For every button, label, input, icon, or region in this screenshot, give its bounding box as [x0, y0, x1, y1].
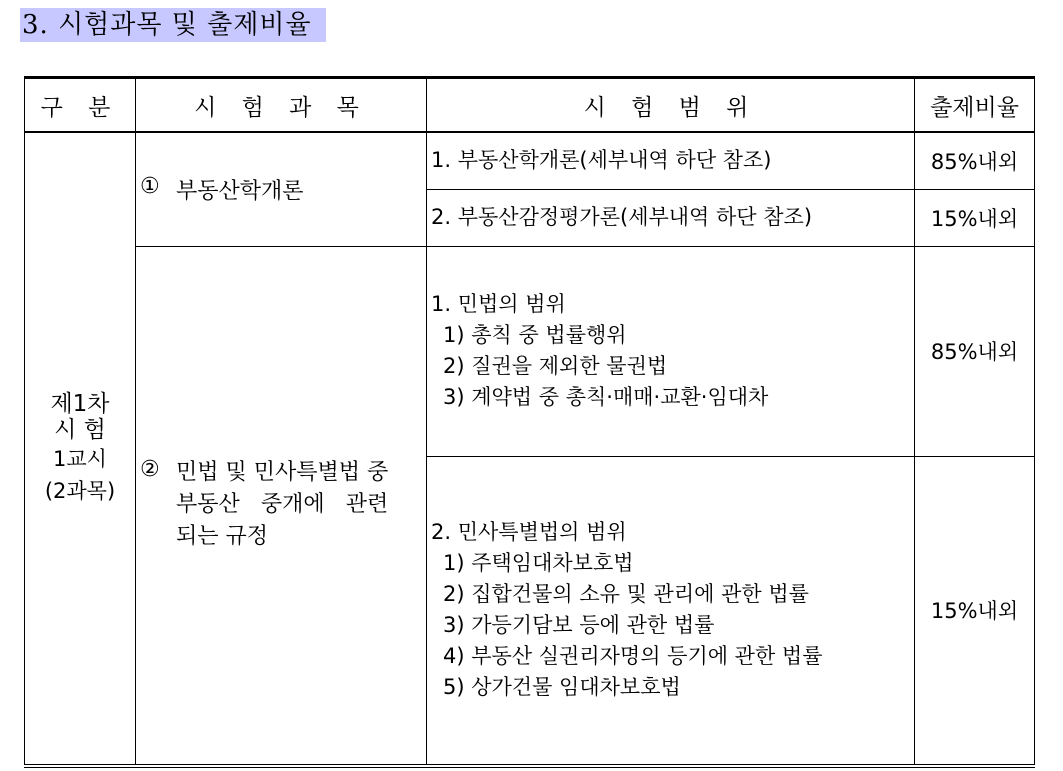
list-item: 4) 부동산 실권리자명의 등기에 관한 법률	[443, 644, 823, 669]
subject-1-number: ①	[140, 173, 160, 199]
table-row	[25, 132, 1035, 189]
division-line4: (2과목)	[44, 478, 116, 503]
list-item: 2) 질권을 제외한 물권법	[443, 354, 668, 378]
list-item: 1) 주택임대차보호법	[443, 551, 634, 576]
header-row	[25, 78, 1035, 133]
header-scope: 시 험 범 위	[427, 78, 915, 133]
scope-2-1	[427, 246, 915, 456]
scope-2-2	[427, 456, 915, 766]
scope-2-2-title: 2. 민사특별법의 범위	[431, 520, 627, 545]
division-line3: 1교시	[53, 446, 107, 471]
division-cell	[25, 132, 136, 766]
list-item: 3) 계약법 중 총칙·매매·교환·임대차	[443, 385, 769, 409]
ratio-2-1: 85%내외	[915, 246, 1035, 456]
subject-2-name-line1: 민법 및 민사특별법 중	[176, 460, 389, 486]
subject-1-name: 부동산학개론	[176, 178, 304, 204]
subject-2-name-line2: 부동산 중개에 관련	[176, 492, 389, 518]
subject-2-number: ②	[140, 457, 160, 483]
header-subject: 시 험 과 목	[136, 78, 427, 133]
subject-1-cell	[136, 132, 427, 246]
ratio-1-2: 15%내외	[915, 189, 1035, 246]
scope-1-2: 2. 부동산감정평가론(세부내역 하단 참조)	[427, 189, 915, 246]
section-title: 3. 시험과목 및 출제비율	[20, 8, 326, 42]
list-item: 3) 가등기담보 등에 관한 법률	[443, 613, 715, 638]
table-row	[25, 246, 1035, 456]
ratio-1-1: 85%내외	[915, 132, 1035, 189]
list-item: 1) 총칙 중 법률행위	[443, 323, 627, 347]
scope-1-1: 1. 부동산학개론(세부내역 하단 참조)	[427, 132, 915, 189]
division-line2: 시 험	[54, 416, 106, 443]
exam-table	[24, 76, 1035, 768]
list-item: 2) 집합건물의 소유 및 관리에 관한 법률	[443, 582, 809, 607]
subject-2-cell	[136, 246, 427, 766]
division-line1: 제1차	[50, 390, 110, 417]
ratio-2-2: 15%내외	[915, 456, 1035, 766]
list-item: 5) 상가건물 임대차보호법	[443, 675, 681, 700]
header-ratio: 출제비율	[915, 78, 1035, 133]
header-division: 구 분	[25, 78, 136, 133]
subject-2-name-line3: 되는 규정	[176, 524, 269, 550]
scope-2-1-title: 1. 민법의 범위	[431, 292, 566, 316]
